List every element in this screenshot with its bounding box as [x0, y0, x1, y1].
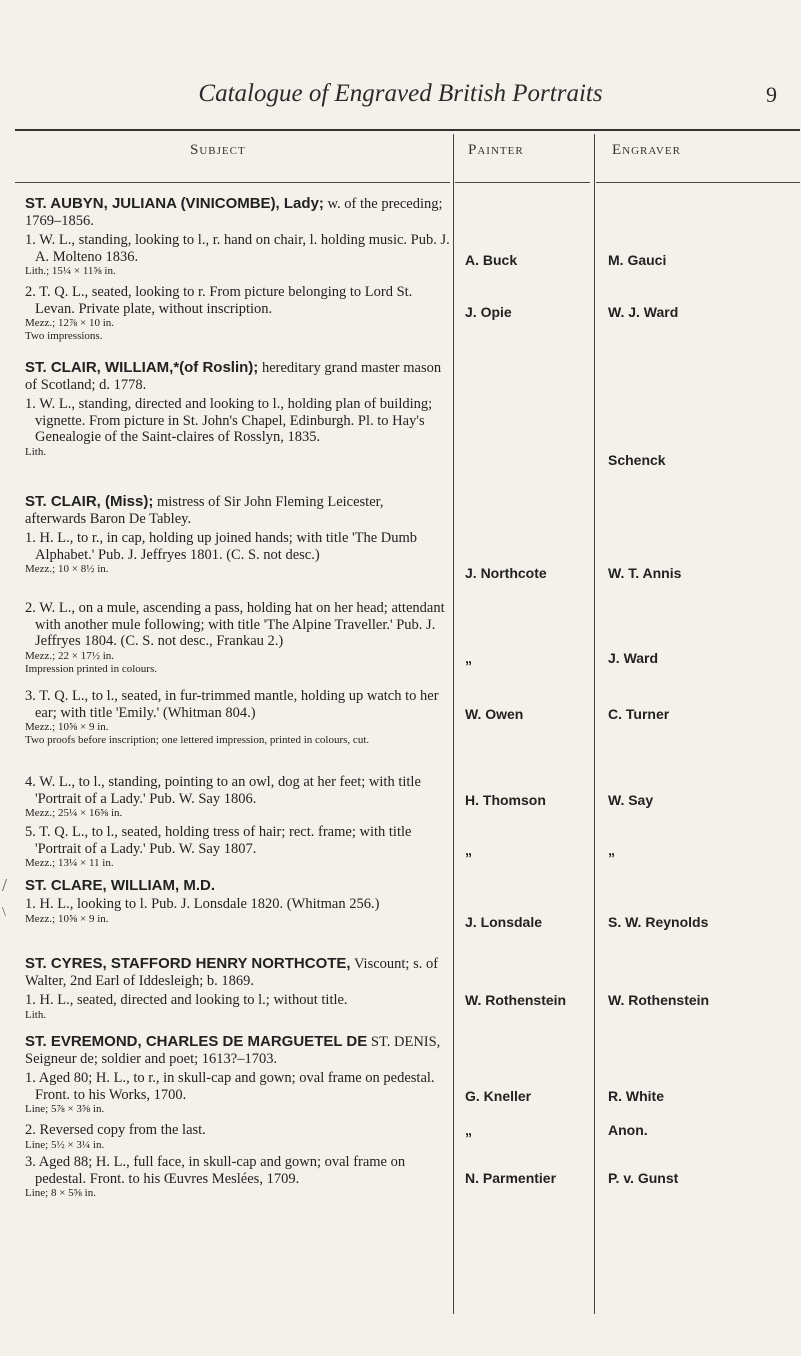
painter-name: N. Parmentier [465, 1170, 557, 1186]
painter-name: A. Buck [465, 252, 518, 268]
painter-name: J. Northcote [465, 565, 547, 581]
painter-name: W. Rothenstein [465, 992, 567, 1008]
engraver-name: W. Say [608, 792, 654, 808]
painter-name: „ [465, 1122, 472, 1138]
painter-name: G. Kneller [465, 1088, 532, 1104]
painter-name: H. Thomson [465, 792, 546, 808]
entry-heading: ST. CYRES, STAFFORD HENRY NORTHCOTE, Viscount; s. of Walter, 2nd Earl of Iddesleigh; b. 1869. [25, 955, 439, 989]
column-header-painter: Painter [468, 142, 524, 158]
engraver-name: „ [608, 842, 615, 858]
column-divider-2 [594, 134, 595, 1314]
engraver-name: S. W. Reynolds [608, 914, 709, 930]
page-number: 9 [766, 82, 777, 107]
list-item: 1. H. L., looking to l. Pub. J. Lonsdale 1820. (Whitman 256.) Mezz.; 10⅝ × 9 in. [25, 896, 380, 925]
column-header-engraver: Engraver [612, 142, 681, 158]
list-item: 3. Aged 88; H. L., full face, in skull-cap and gown; oval frame on pedestal. Front. to his Œuvres Meslées, 1709. Line; 8 × 5⅝ in. [25, 1154, 406, 1199]
painter-name: „ [465, 650, 472, 666]
header-rule-subject [15, 182, 450, 183]
engraver-name: W. J. Ward [608, 304, 679, 320]
margin-tick-mark: / [2, 875, 8, 895]
list-item: 1. Aged 80; H. L., to r., in skull-cap and gown; oval frame on pedestal. Front. to his Works, 1700. Line; 5⅞ × 3⅝ in. [25, 1070, 435, 1115]
entry-heading: ST. AUBYN, JULIANA (VINICOMBE), Lady; w. of the preceding; 1769–1856. [25, 195, 443, 229]
engraver-name: Anon. [608, 1122, 648, 1138]
list-item: 1. W. L., standing, looking to l., r. hand on chair, l. holding music. Pub. J. A. Molteno 1836. Lith.; 15¼ × 11⅝ in. [25, 232, 450, 277]
engraver-name: J. Ward [608, 650, 659, 666]
header-rule-painter [455, 182, 590, 183]
entry-heading: ST. CLAIR, WILLIAM,*(of Roslin); hereditary grand master mason of Scotland; d. 1778. [25, 359, 442, 393]
painter-name: „ [465, 842, 472, 858]
engraver-name: P. v. Gunst [608, 1170, 679, 1186]
list-item: 2. W. L., on a mule, ascending a pass, holding hat on her head; attendant with another mule following; with title 'The Alpine Traveller.' Pub. J. Jeffryes 1804. (C. S. not desc., Frankau 2.) Mezz.; 22 × 17½ in. Impression printed in colours. [25, 600, 445, 675]
top-rule [15, 129, 800, 131]
painter-name: J. Opie [465, 304, 512, 320]
list-item: 1. H. L., to r., in cap, holding up joined hands; with title 'The Dumb Alphabet.' Pub. J. Jeffryes 1801. (C. S. not desc.) Mezz.; 10 × 8½ in. [25, 530, 418, 575]
painter-name: J. Lonsdale [465, 914, 543, 930]
list-item: 2. T. Q. L., seated, looking to r. From picture belonging to Lord St. Levan. Private plate, without inscription. Mezz.; 12⅞ × 10 in. Two impressions. [25, 284, 413, 342]
margin-caret-mark: \ [2, 905, 6, 920]
engraver-name: Schenck [608, 452, 666, 468]
engraver-name: M. Gauci [608, 252, 667, 268]
engraver-name: W. T. Annis [608, 565, 682, 581]
engraver-name: R. White [608, 1088, 664, 1104]
list-item: 5. T. Q. L., to l., seated, holding tress of hair; rect. frame; with title 'Portrait of a Lady.' Pub. W. Say 1807. Mezz.; 13¼ × 11 in. [25, 824, 412, 869]
list-item: 4. W. L., to l., standing, pointing to an owl, dog at her feet; with title 'Portrait of a Lady.' Pub. W. Say 1806. Mezz.; 25¼ × 16⅝ in. [25, 774, 421, 819]
entry-heading: ST. EVREMOND, CHARLES DE MARGUETEL DE ST. DENIS, Seigneur de; soldier and poet; 1613?–1703. [25, 1033, 441, 1067]
painter-name: W. Owen [465, 706, 524, 722]
list-item: 2. Reversed copy from the last. Line; 5½ × 3¼ in. [25, 1122, 206, 1151]
list-item: 3. T. Q. L., to l., seated, in fur-trimmed mantle, holding up watch to her ear; with title 'Emily.' (Whitman 804.) Mezz.; 10⅝ × 9 in. Two proofs before inscription; one lettered impression, printed in colours, cut. [25, 688, 439, 746]
column-header-subject: Subject [190, 142, 246, 158]
engraver-name: C. Turner [608, 706, 670, 722]
engraver-name: W. Rothenstein [608, 992, 710, 1008]
running-title: Catalogue of Engraved British Portraits [198, 80, 603, 107]
list-item: 1. H. L., seated, directed and looking to l.; without title. Lith. [25, 992, 348, 1021]
header-rule-engraver [596, 182, 800, 183]
entry-heading: ST. CLARE, WILLIAM, M.D. [25, 877, 215, 894]
entry-heading: ST. CLAIR, (Miss); mistress of Sir John Fleming Leicester, afterwards Baron De Tabley. [25, 493, 384, 527]
list-item: 1. W. L., standing, directed and looking to l., holding plan of building; vignette. From picture in St. John's Chapel, Edinburgh. Pl. to Hay's Genealogie of the Saint-claires of Rosslyn, 1835. Lith. [25, 396, 433, 458]
